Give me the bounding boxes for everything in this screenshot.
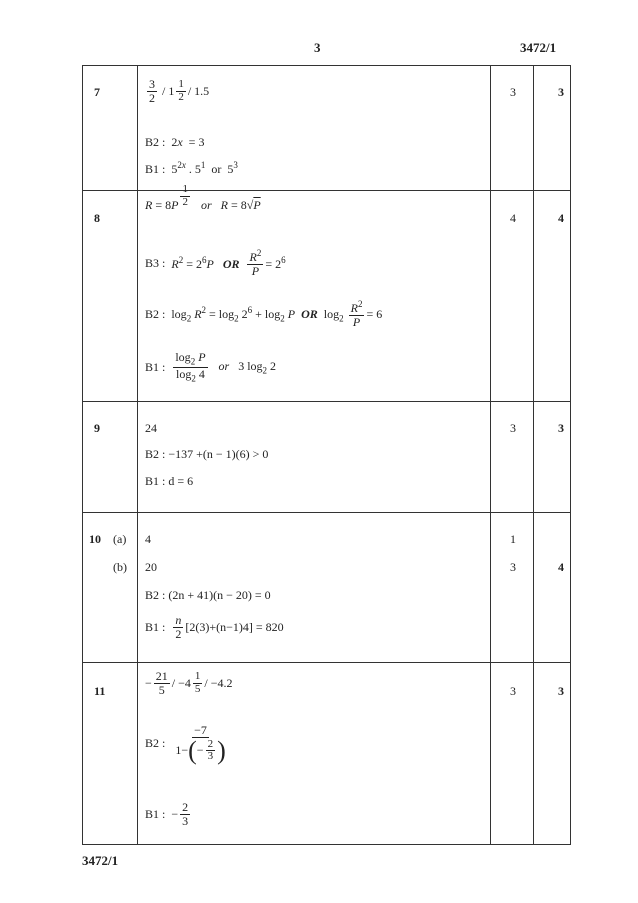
question-number-9: 9 xyxy=(94,421,100,435)
q10a-mark: 1 xyxy=(510,532,516,546)
q7-answer: $\frac{3}{2}$ / 1 $\frac{1}{2}$ / 1.5 xyxy=(149,77,210,105)
q8-total: 4 xyxy=(558,211,564,225)
q10b-mark: 3 xyxy=(510,560,516,574)
question-number-7: 7 xyxy=(94,85,100,99)
q10-b1: B1 : $\frac{n}{2}$ [2(3)+(n−1)4] = 820 xyxy=(145,613,284,641)
q9-b1: B1 : d = 6 xyxy=(145,474,194,488)
q10-total: 4 xyxy=(558,560,564,574)
question-number-10: 10 xyxy=(89,532,101,546)
q8-answer: R = 8P $\frac{1}{2}$ or R = 8√P xyxy=(145,183,261,212)
paper-code-footer: 3472/1 xyxy=(82,853,119,868)
q10-part-a: (a) xyxy=(113,532,127,546)
q7-mark: 3 xyxy=(510,85,516,99)
q11-mark: 3 xyxy=(510,684,516,698)
q8-b2: B2 : $\log_2 R^2 = \log_2 2^6 + \log_2 P$ OR $\log_2$ $\frac{R^2}{P}$ = 6 xyxy=(145,299,383,329)
q10a-answer: 4 xyxy=(145,532,151,546)
q7-total: 3 xyxy=(558,85,564,99)
q9-mark: 3 xyxy=(510,421,516,435)
q11-total: 3 xyxy=(558,684,564,698)
q9-answer: 24 xyxy=(145,421,157,435)
q10-part-b: (b) xyxy=(113,560,127,574)
q10b-answer: 20 xyxy=(145,560,157,574)
paper-code-header: 3472/1 xyxy=(520,40,557,55)
page-number: 3 xyxy=(314,40,321,55)
q7-b2: B2 : 2x = 3 xyxy=(145,135,205,149)
q11-b1: B1 : − $\frac{2}{3}$ xyxy=(145,800,189,828)
q8-b1: B1 : $\frac{\log_2 P}{\log_2 4}$ or 3 $\log_2 2$ xyxy=(145,350,277,384)
q11-answer: − $\frac{21}{5}$ / −4 $\frac{1}{5}$ / −4.2 xyxy=(145,669,233,697)
q10-b2: B2 : (2n + 41)(n − 20) = 0 xyxy=(145,588,271,602)
q9-b2: B2 : −137 +(n − 1)(6) > 0 xyxy=(145,447,269,461)
q11-b2: B2 : −7 1− ( − $\frac{2}{3}$ ) xyxy=(145,723,226,765)
q7-b1: B1 : $5^{2x}$ . $5^1$ or $5^3$ xyxy=(145,160,238,176)
question-number-11: 11 xyxy=(94,684,106,698)
marking-scheme-table xyxy=(82,65,571,845)
question-number-8: 8 xyxy=(94,211,100,225)
q9-total: 3 xyxy=(558,421,564,435)
q8-mark: 4 xyxy=(510,211,516,225)
q8-b3: B3 : $R^2 = 2^6P$ OR $\frac{R^2}{P}$ = $2^6$ xyxy=(145,248,286,278)
